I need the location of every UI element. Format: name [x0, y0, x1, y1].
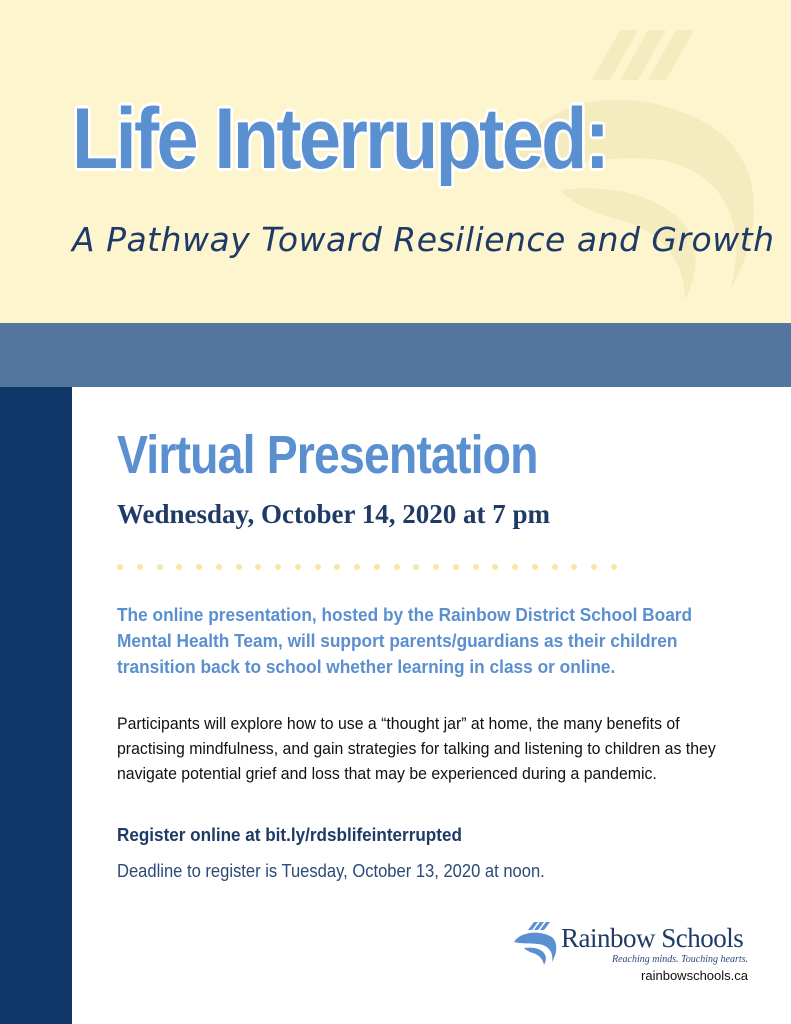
header-band	[0, 0, 791, 323]
logo-tagline: Reaching minds. Touching hearts.	[611, 954, 748, 965]
logo-name: Rainbow Schools	[561, 923, 744, 953]
main-title: Life Interrupted:	[72, 91, 608, 187]
side-bar	[0, 387, 72, 1024]
rainbow-schools-logo[interactable]	[512, 918, 752, 988]
rainbow-schools-logo-icon	[512, 920, 560, 966]
section-title: Virtual Presentation	[117, 425, 538, 485]
lead-paragraph: The online presentation, hosted by the Rainbow District School Board Mental Health Team, will support parents/guardians as their children transition back to school whether learning in class or online.	[117, 605, 693, 677]
subtitle: A Pathway Toward Resilience and Growth	[72, 220, 775, 259]
event-date: Wednesday, October 14, 2020 at 7 pm	[117, 499, 551, 529]
details-paragraph: Participants will explore how to use a “thought jar” at home, the many benefits of practising mindfulness, and gain strategies for talking and listening to children as they navigate potential grief and loss that may be experienced during a pandemic.	[117, 715, 716, 783]
deadline-text: Deadline to register is Tuesday, October 13, 2020 at noon.	[117, 861, 545, 881]
website-link[interactable]: rainbowschools.ca	[641, 968, 748, 983]
mid-band	[0, 323, 791, 387]
register-link[interactable]: Register online at bit.ly/rdsblifeinterrupted	[117, 825, 462, 845]
dotted-divider	[117, 564, 617, 572]
